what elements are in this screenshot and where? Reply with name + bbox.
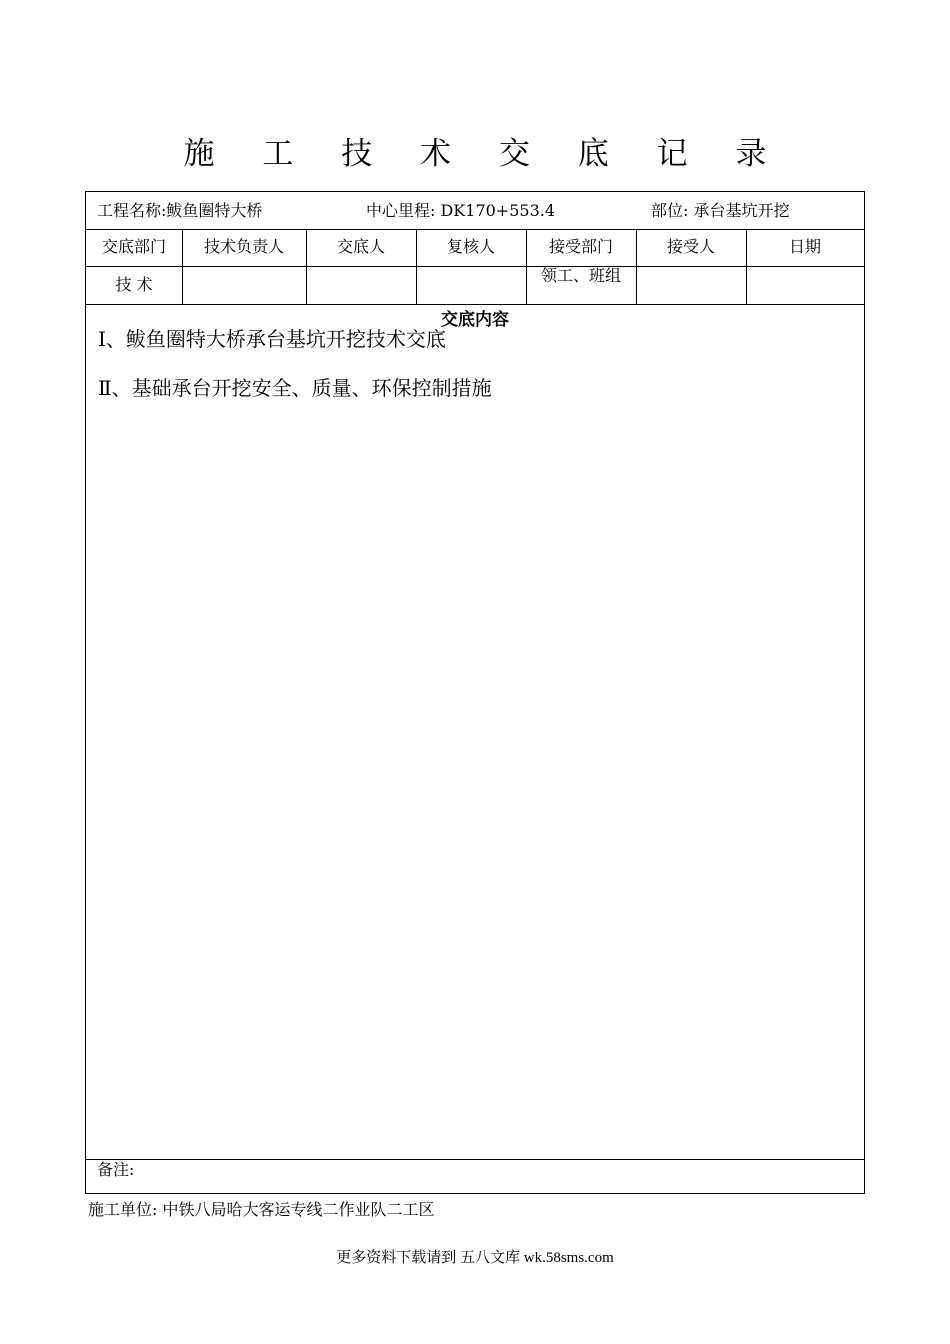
col-header-presenter: 交底人 (336, 237, 385, 256)
row-divider (86, 229, 864, 230)
content-heading: 交底内容 (441, 310, 509, 330)
col-header-receiver: 接受人 (666, 237, 715, 256)
col-header-tech-lead: 技术负责人 (203, 237, 284, 256)
project-name: 工程名称:鲅鱼圈特大桥 (97, 201, 263, 220)
footer-link[interactable]: 更多资料下载请到 五八文库 wk.58sms.com (336, 1250, 614, 1266)
col-header-receiving-dept: 接受部门 (548, 237, 613, 256)
cell-receiving-dept: 领工、班组 (540, 266, 621, 285)
record-form (85, 191, 865, 1194)
remarks-label: 备注: (97, 1160, 135, 1179)
document-title: 施 工 技 术 交 底 记 录 (183, 136, 786, 172)
construction-unit: 施工单位: 中铁八局哈大客运专线二作业队二工区 (88, 1200, 435, 1219)
content-line-2: Ⅱ、基础承台开挖安全、质量、环保控制措施 (98, 376, 492, 400)
content-line-1: Ⅰ、鲅鱼圈特大桥承台基坑开挖技术交底 (98, 327, 446, 351)
row-divider (86, 1159, 864, 1160)
col-header-date: 日期 (788, 237, 821, 256)
col-header-dept: 交底部门 (101, 237, 166, 256)
cell-dept: 技 术 (115, 275, 153, 294)
col-header-reviewer: 复核人 (446, 237, 495, 256)
row-divider (86, 266, 864, 267)
location: 部位: 承台基坑开挖 (651, 201, 790, 220)
mileage: 中心里程: DK170+553.4 (366, 201, 556, 220)
